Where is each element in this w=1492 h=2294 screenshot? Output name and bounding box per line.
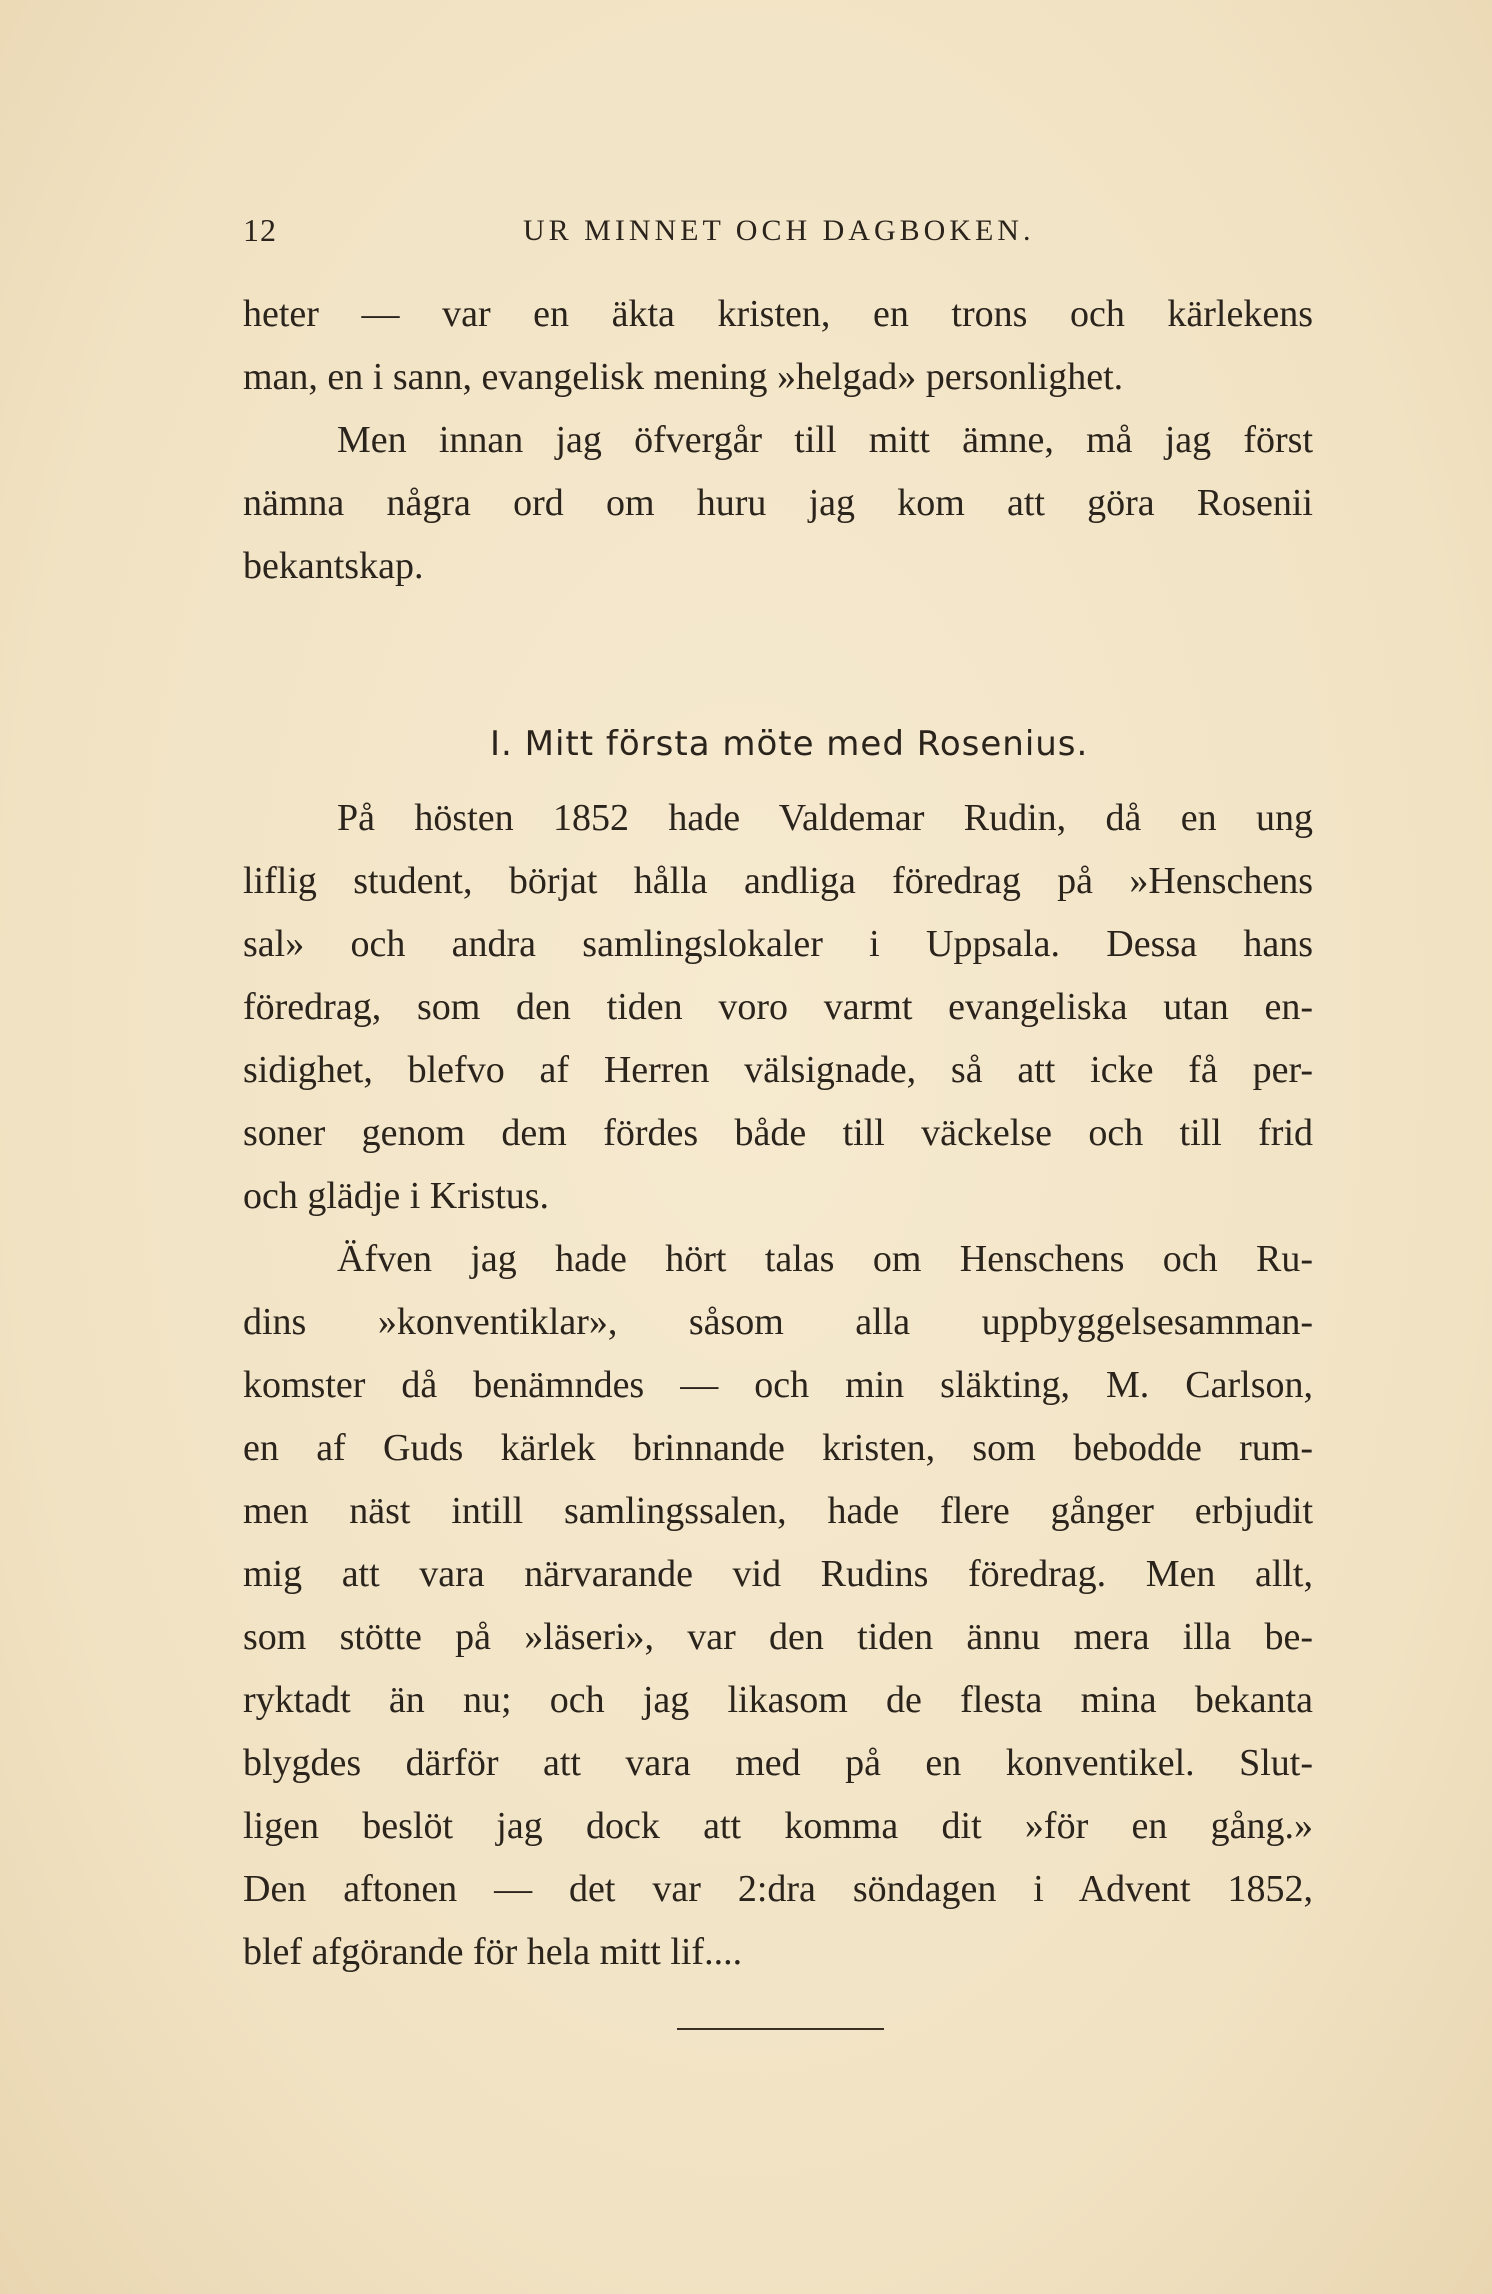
text-line: ligen beslöt jag dock att komma dit »för en gång.»: [243, 1805, 1313, 1847]
text-line: heter — var en äkta kristen, en trons och kärlekens: [243, 293, 1313, 335]
intro-text: [243, 283, 1313, 598]
text-line: blef afgörande för hela mitt lif....: [243, 1931, 743, 1973]
section-heading: I. Mitt första möte med Rosenius.: [490, 724, 1089, 764]
page-header: [243, 212, 1313, 262]
text-line: sidighet, blefvo af Herren välsignade, så att icke få per-: [243, 1049, 1313, 1091]
text-line: man, en i sann, evangelisk mening »helgad» personlighet.: [243, 356, 1124, 398]
text-line: komster då benämndes — och min släkting, M. Carlson,: [243, 1364, 1313, 1406]
text-line: men näst intill samlingssalen, hade flere gånger erbjudit: [243, 1490, 1313, 1532]
text-line: liflig student, börjat hålla andliga föredrag på »Henschens: [243, 860, 1313, 902]
text-line: en af Guds kärlek brinnande kristen, som bebodde rum-: [243, 1427, 1313, 1469]
page-number: 12: [243, 212, 277, 248]
text-line: bekantskap.: [243, 545, 424, 587]
text-line: På hösten 1852 hade Valdemar Rudin, då en ung: [337, 797, 1313, 839]
text-line: och glädje i Kristus.: [243, 1175, 550, 1217]
closing-rule: [677, 2028, 884, 2030]
text-line: Äfven jag hade hört talas om Henschens och Ru-: [337, 1238, 1313, 1280]
text-line: dins »konventiklar», såsom alla uppbyggelsesamman-: [243, 1301, 1313, 1343]
text-line: blygdes därför att vara med på en konventikel. Slut-: [243, 1742, 1313, 1784]
text-line: Men innan jag öfvergår till mitt ämne, må jag först: [337, 419, 1313, 461]
text-line: föredrag, som den tiden voro varmt evangeliska utan en-: [243, 986, 1313, 1028]
text-line: som stötte på »läseri», var den tiden ännu mera illa be-: [243, 1616, 1313, 1658]
text-line: sal» och andra samlingslokaler i Uppsala. Dessa hans: [243, 923, 1313, 965]
text-line: soner genom dem fördes både till väckelse och till frid: [243, 1112, 1313, 1154]
text-line: Den aftonen — det var 2:dra söndagen i Advent 1852,: [243, 1868, 1313, 1910]
text-line: nämna några ord om huru jag kom att göra Rosenii: [243, 482, 1313, 524]
text-line: mig att vara närvarande vid Rudins föredrag. Men allt,: [243, 1553, 1313, 1595]
text-line: ryktadt än nu; och jag likasom de flesta mina bekanta: [243, 1679, 1313, 1721]
running-title: UR MINNET OCH DAGBOKEN.: [523, 214, 1035, 247]
section-text: [243, 787, 1313, 1984]
